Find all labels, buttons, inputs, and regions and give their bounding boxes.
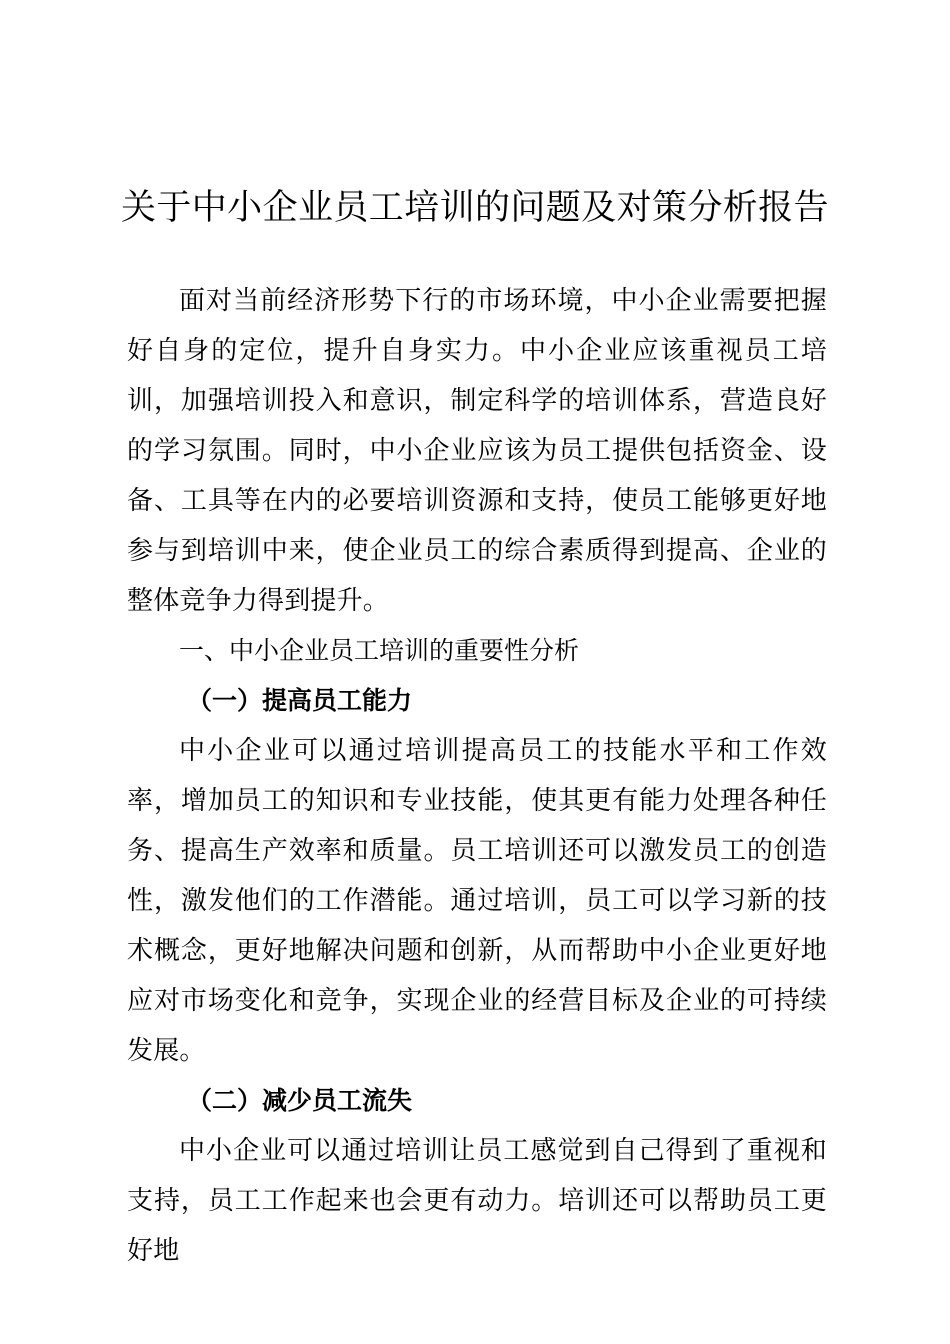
intro-paragraph: 面对当前经济形势下行的市场环境，中小企业需要把握好自身的定位，提升自身实力。中小企业应该重视员工培训，加强培训投入和意识，制定科学的培训体系，营造良好的学习氛围。同时，中小企业应该为员工提供包括资金、设备、工具等在内的必要培训资源和支持，使员工能够更好地参与到培训中来，使企业员工的综合素质得到提高、企业的整体竞争力得到提升。 bbox=[127, 286, 827, 616]
document-body bbox=[127, 276, 827, 1276]
subsection-1-heading: （一）提高员工能力 bbox=[187, 686, 413, 715]
subsection-2-paragraph: 中小企业可以通过培训让员工感觉到自己得到了重视和支持，员工工作起来也会更有动力。培训还可以帮助员工更好地 bbox=[127, 1136, 827, 1266]
subsection-2-heading: （二）减少员工流失 bbox=[187, 1086, 413, 1115]
section-1-heading: 一、中小企业员工培训的重要性分析 bbox=[179, 636, 580, 665]
document-title: 关于中小企业员工培训的问题及对策分析报告 bbox=[120, 188, 829, 228]
subsection-1-paragraph: 中小企业可以通过培训提高员工的技能水平和工作效率，增加员工的知识和专业技能，使其更有能力处理各种任务、提高生产效率和质量。员工培训还可以激发员工的创造性，激发他们的工作潜能。通过培训，员工可以学习新的技术概念，更好地解决问题和创新，从而帮助中小企业更好地应对市场变化和竞争，实现企业的经营目标及企业的可持续发展。 bbox=[127, 736, 827, 1066]
